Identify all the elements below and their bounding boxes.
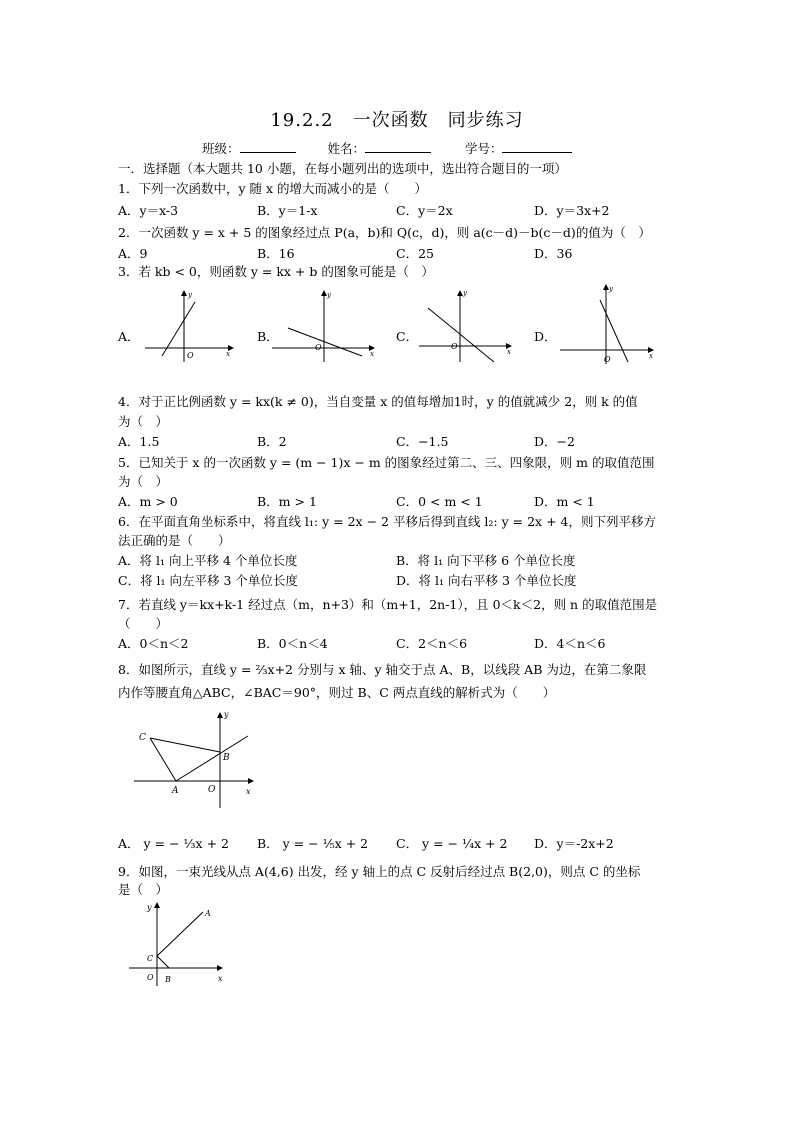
- y-axis-label: y: [147, 903, 152, 912]
- q2-stem: 2．一次函数 y = x + 5 的图象经过点 P(a，b)和 Q(c，d)，则 a(c－d)－b(c－d)的值为（ ）: [118, 225, 651, 240]
- q1-option-d[interactable]: D．y＝3x+2: [534, 203, 610, 218]
- q7-option-d[interactable]: D．4＜n＜6: [534, 636, 606, 651]
- q1-option-c[interactable]: C．y＝2x: [396, 203, 453, 218]
- q6-option-d[interactable]: D．将 l₁ 向右平移 3 个单位长度: [396, 573, 577, 588]
- q9-figure: [125, 898, 235, 990]
- section-heading: 一．选择题（本大题共 10 小题，在每小题列出的选项中，选出符合题目的一项）: [118, 161, 567, 176]
- origin-label: O: [315, 343, 322, 352]
- q8-stem-line2: 内作等腰直角△ABC，∠BAC＝90°，则过 B、C 两点直线的解析式为（ ）: [118, 685, 556, 700]
- q5-option-a[interactable]: A．m > 0: [118, 494, 178, 509]
- q3-option-b[interactable]: B．: [257, 329, 279, 344]
- origin-label: O: [604, 355, 611, 364]
- origin-label: O: [187, 351, 194, 360]
- point-b-label: B: [223, 753, 230, 763]
- q5-stem-line1: 5．已知关于 x 的一次函数 y = (m − 1)x − m 的图象经过第二、三、四象限，则 m 的取值范围: [118, 455, 655, 470]
- x-axis-label: x: [226, 350, 230, 358]
- x-axis-label: x: [370, 350, 374, 358]
- class-label: 班级：: [202, 141, 240, 156]
- page-title: 19.2.2 一次函数 同步练习: [270, 110, 524, 131]
- q2-option-d[interactable]: D．36: [534, 246, 573, 261]
- q4-stem-line1: 4．对于正比例函数 y = kx(k ≠ 0)，当自变量 x 的值每增加1时，y 的值就减少 2，则 k 的值: [118, 394, 638, 409]
- q1-stem: 1．下列一次函数中，y 随 x 的增大而减小的是（ ）: [118, 181, 427, 196]
- q3-option-d[interactable]: D．: [534, 329, 557, 344]
- q8-option-d[interactable]: D．y＝-2x+2: [534, 836, 614, 851]
- q5-option-c[interactable]: C．0 < m < 1: [396, 494, 483, 509]
- q7-option-c[interactable]: C．2＜n＜6: [396, 636, 468, 651]
- student-info: [202, 139, 572, 157]
- origin-label: O: [451, 342, 458, 351]
- q2-option-b[interactable]: B．16: [257, 246, 295, 261]
- q4-stem-line2: 为（ ）: [118, 414, 169, 429]
- q7-stem-line1: 7．若直线 y＝kx+k-1 经过点（m，n+3）和（m+1，2n-1），且 0＜k＜2，则 n 的取值范围是: [118, 597, 658, 612]
- q8-stem-line1: 8．如图所示，直线 y = ⅔x+2 分别与 x 轴、y 轴交于点 A、B，以线段 AB 为边，在第二象限: [118, 662, 647, 677]
- q7-option-a[interactable]: A．0＜n＜2: [118, 636, 189, 651]
- q2-option-c[interactable]: C．25: [396, 246, 434, 261]
- point-a-label: A: [205, 909, 211, 918]
- x-axis-label: x: [507, 348, 511, 356]
- q4-option-d[interactable]: D．−2: [534, 434, 575, 449]
- y-axis-label: y: [463, 289, 467, 297]
- name-blank[interactable]: [365, 140, 431, 153]
- q6-stem-line1: 6．在平面直角坐标系中，将直线 l₁: y = 2x − 2 平移后得到直线 l₂: y = 2x + 4，则下列平移方: [118, 514, 656, 529]
- q2-option-a[interactable]: A．9: [118, 246, 148, 261]
- q6-option-a[interactable]: A．将 l₁ 向上平移 4 个单位长度: [118, 553, 298, 568]
- class-blank[interactable]: [240, 140, 296, 153]
- point-a-label: A: [172, 786, 179, 796]
- origin-label: O: [208, 785, 216, 795]
- y-axis-label: y: [609, 285, 613, 293]
- q9-stem-line2: 是（ ）: [118, 882, 169, 897]
- q5-option-b[interactable]: B．m > 1: [257, 494, 317, 509]
- point-c-label: C: [139, 733, 146, 743]
- q6-option-b[interactable]: B．将 l₁ 向下平移 6 个单位长度: [396, 553, 576, 568]
- x-axis-label: x: [246, 787, 251, 796]
- point-c-label: C: [147, 954, 154, 963]
- x-axis-label: x: [649, 352, 653, 360]
- q3-graph-a: [140, 288, 240, 366]
- q6-option-c[interactable]: C．将 l₁ 向左平移 3 个单位长度: [118, 573, 298, 588]
- x-axis-label: x: [218, 974, 223, 983]
- q4-option-a[interactable]: A．1.5: [118, 434, 160, 449]
- y-axis-label: y: [224, 710, 229, 719]
- q3-option-a[interactable]: A．: [118, 329, 140, 344]
- y-axis-label: y: [188, 291, 192, 299]
- q9-stem-line1: 9．如图，一束光线从点 A(4,6) 出发，经 y 轴上的点 C 反射后经过点 B(2,0)，则点 C 的坐标: [118, 864, 641, 879]
- q5-stem-line2: 为（ ）: [118, 474, 169, 489]
- q8-option-a[interactable]: A． y = − ⅓x + 2: [118, 836, 229, 851]
- q3-graph-d: [556, 282, 661, 366]
- name-label: 姓名：: [327, 141, 365, 156]
- q5-option-d[interactable]: D．m < 1: [534, 494, 595, 509]
- q7-option-b[interactable]: B．0＜n＜4: [257, 636, 328, 651]
- q3-graph-b: [264, 288, 379, 366]
- id-blank[interactable]: [502, 140, 572, 153]
- q8-option-b[interactable]: B． y = − ⅕x + 2: [257, 836, 369, 851]
- q3-option-c[interactable]: C．: [396, 329, 419, 344]
- origin-label: O: [147, 973, 154, 982]
- q3-stem: 3．若 kb < 0，则函数 y = kx + b 的图象可能是（ ）: [118, 264, 434, 279]
- y-axis-label: y: [327, 291, 331, 299]
- q4-option-c[interactable]: C．−1.5: [396, 434, 449, 449]
- id-label: 学号：: [464, 141, 503, 156]
- q7-stem-line2: （ ）: [118, 616, 169, 631]
- q8-option-c[interactable]: C． y = − ¼x + 2: [396, 836, 508, 851]
- q4-option-b[interactable]: B．2: [257, 434, 287, 449]
- point-b-label: B: [165, 975, 171, 984]
- q1-option-b[interactable]: B．y＝1-x: [257, 203, 318, 218]
- q3-graph-c: [414, 288, 519, 366]
- q1-option-a[interactable]: A．y＝x-3: [118, 203, 179, 218]
- q6-stem-line2: 法正确的是（ ）: [118, 533, 231, 548]
- q8-figure: [130, 708, 270, 812]
